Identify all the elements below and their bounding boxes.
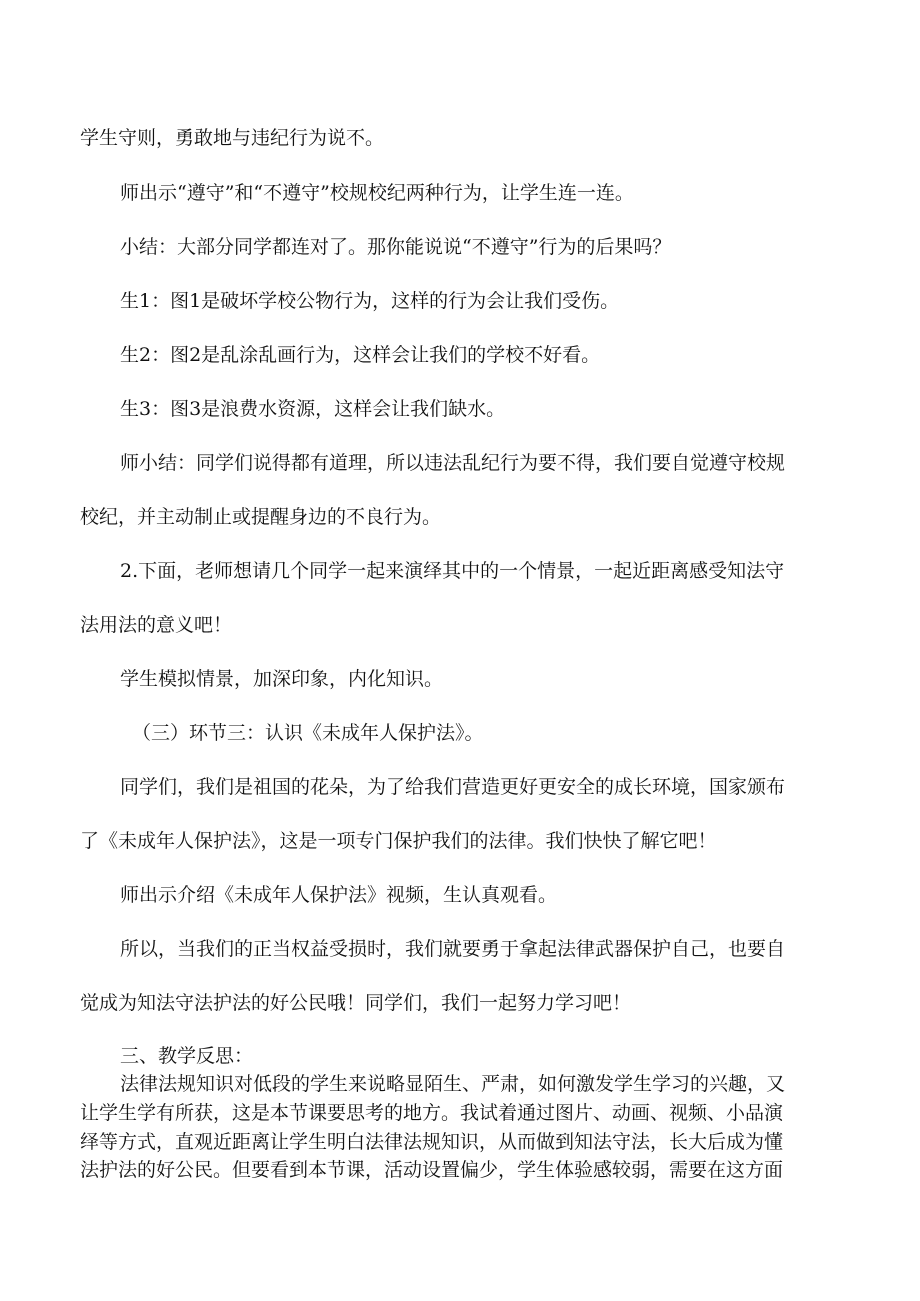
paragraph-line: 校纪，并主动制止或提醒身边的不良行为。: [80, 506, 442, 528]
paragraph-line: 生3：图3是浪费水资源，这样会让我们缺水。: [120, 398, 506, 420]
reflection-line: 绎等方式，直观近距离让学生明白法律法规知识，从而做到知法守法，长大后成为懂: [80, 1131, 784, 1153]
paragraph-line: 小结：大部分同学都连对了。那你能说说“不遵守”行为的后果吗？: [120, 236, 672, 258]
section-heading: 三、教学反思：: [120, 1045, 254, 1067]
paragraph-line: 同学们，我们是祖国的花朵，为了给我们营造更好更安全的成长环境，国家颁布: [120, 776, 786, 798]
paragraph-line: 学生模拟情景，加深印象，内化知识。: [120, 668, 444, 690]
paragraph-line: 师小结：同学们说得都有道理，所以违法乱纪行为要不得，我们要自觉遵守校规: [120, 452, 786, 474]
paragraph-line: 2.下面，老师想请几个同学一起来演绎其中的一个情景，一起近距离感受知法守: [120, 560, 785, 582]
paragraph-line: 师出示“遵守”和“不遵守”校规校纪两种行为，让学生连一连。: [120, 182, 634, 204]
section-subheading: （三）环节三：认识《未成年人保护法》。: [132, 722, 484, 744]
reflection-line: 让学生学有所获，这是本节课要思考的地方。我试着通过图片、动画、视频、小品演: [80, 1102, 784, 1124]
reflection-line: 法律法规知识对低段的学生来说略显陌生、严肃，如何激发学生学习的兴趣，又: [120, 1073, 786, 1095]
paragraph-line: 所以，当我们的正当权益受损时，我们就要勇于拿起法律武器保护自己，也要自: [120, 938, 786, 960]
paragraph-line: 生1：图1是破坏学校公物行为，这样的行为会让我们受伤。: [120, 290, 620, 312]
reflection-line: 法护法的好公民。但要看到本节课，活动设置偏少，学生体验感较弱，需要在这方面: [80, 1159, 784, 1181]
paragraph-line: 学生守则，勇敢地与违纪行为说不。: [80, 127, 385, 149]
paragraph-line: 了《未成年人保护法》，这是一项专门保护我们的法律。我们快快了解它吧！: [80, 830, 717, 852]
paragraph-line: 生2：图2是乱涂乱画行为，这样会让我们的学校不好看。: [120, 344, 601, 366]
paragraph-line: 觉成为知法守法护法的好公民哦！同学们，我们一起努力学习吧！: [80, 992, 632, 1014]
paragraph-line: 法用法的意义吧！: [80, 614, 233, 636]
paragraph-line: 师出示介绍《未成年人保护法》视频，生认真观看。: [120, 884, 558, 906]
